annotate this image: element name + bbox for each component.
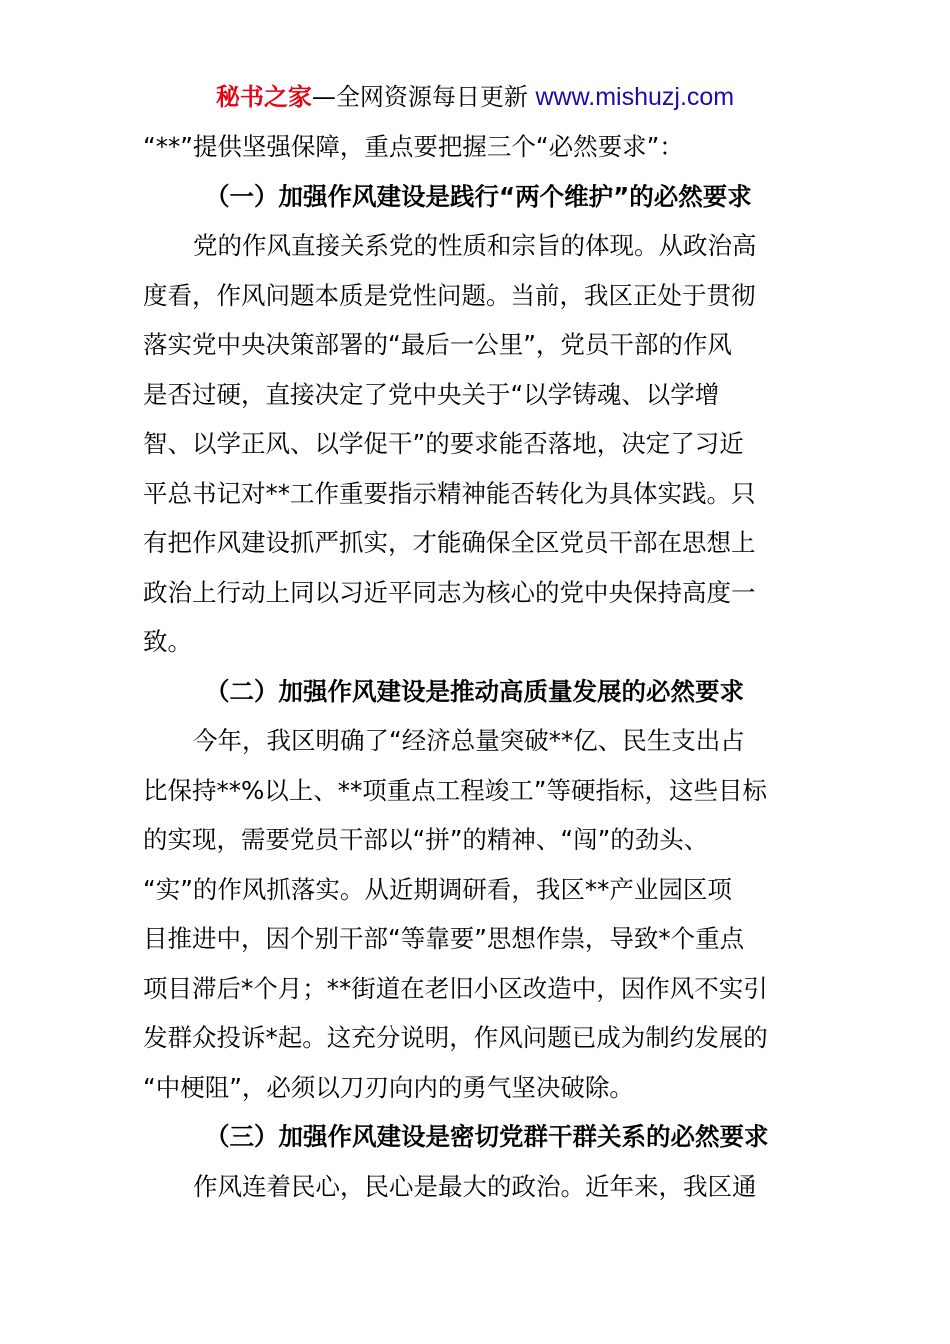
section-heading-3: （三）加强作风建设是密切党群干群关系的必然要求 [205,1122,769,1151]
paragraph-1-line: 落实党中央决策部署的“最后一公里”，党员干部的作风 [143,330,732,359]
paragraph-2-line: 比保持**%以上、**项重点工程竣工”等硬指标，这些目标 [143,775,767,805]
paragraph-2-line: “中梗阻”，必须以刀刃向内的勇气坚决破除。 [143,1072,634,1102]
site-brand: 秘书之家 [215,83,312,111]
document-body [143,122,809,1211]
paragraph-1-line: 政治上行动上同以习近平同志为核心的党中央保持高度一 [143,577,756,607]
paragraph-1-line: 智、以学正风、以学促干”的要求能否落地，决定了习近 [143,429,744,458]
paragraph-2-line: 项目滞后*个月；**街道在老旧小区改造中，因作风不实引 [143,973,768,1003]
site-url-link[interactable]: www.mishuzj.com [535,83,735,111]
section-heading-2: （二）加强作风建设是推动高质量发展的必然要求 [205,676,744,706]
paragraph-1-line: 是否过硬，直接决定了党中央关于“以学铸魂、以学增 [143,379,720,409]
paragraph-1-line: 平总书记对**工作重要指示精神能否转化为具体实践。只 [143,478,756,508]
paragraph-2-line: 发群众投诉*起。这充分说明，作风问题已成为制约发展的 [143,1023,768,1052]
paragraph-1-line: 有把作风建设抓严抓实，才能确保全区党员干部在思想上 [143,528,756,557]
paragraph-2-line: 目推进中，因个别干部“等靠要”思想作祟，导致*个重点 [143,924,745,953]
text-line: “**”提供坚强保障，重点要把握三个“必然要求”： [143,132,684,161]
paragraph-1-line: 致。 [143,627,192,656]
paragraph-3-line: 作风连着民心，民心是最大的政治。近年来，我区通 [193,1171,757,1201]
paragraph-2-line: “实”的作风抓落实。从近期调研看，我区**产业园区项 [143,874,732,904]
site-header [0,80,950,114]
paragraph-1-line: 党的作风直接关系党的性质和宗旨的体现。从政治高 [193,231,757,260]
paragraph-2-line: 今年，我区明确了“经济总量突破**亿、民生支出占 [193,726,745,755]
paragraph-1-line: 度看，作风问题本质是党性问题。当前，我区正处于贯彻 [143,280,756,310]
section-heading-1: （一）加强作风建设是践行“两个维护”的必然要求 [205,181,752,211]
paragraph-2-line: 的实现，需要党员干部以“拼”的精神、“闯”的劲头、 [143,825,709,854]
site-slogan: —全网资源每日更新 [311,83,536,111]
